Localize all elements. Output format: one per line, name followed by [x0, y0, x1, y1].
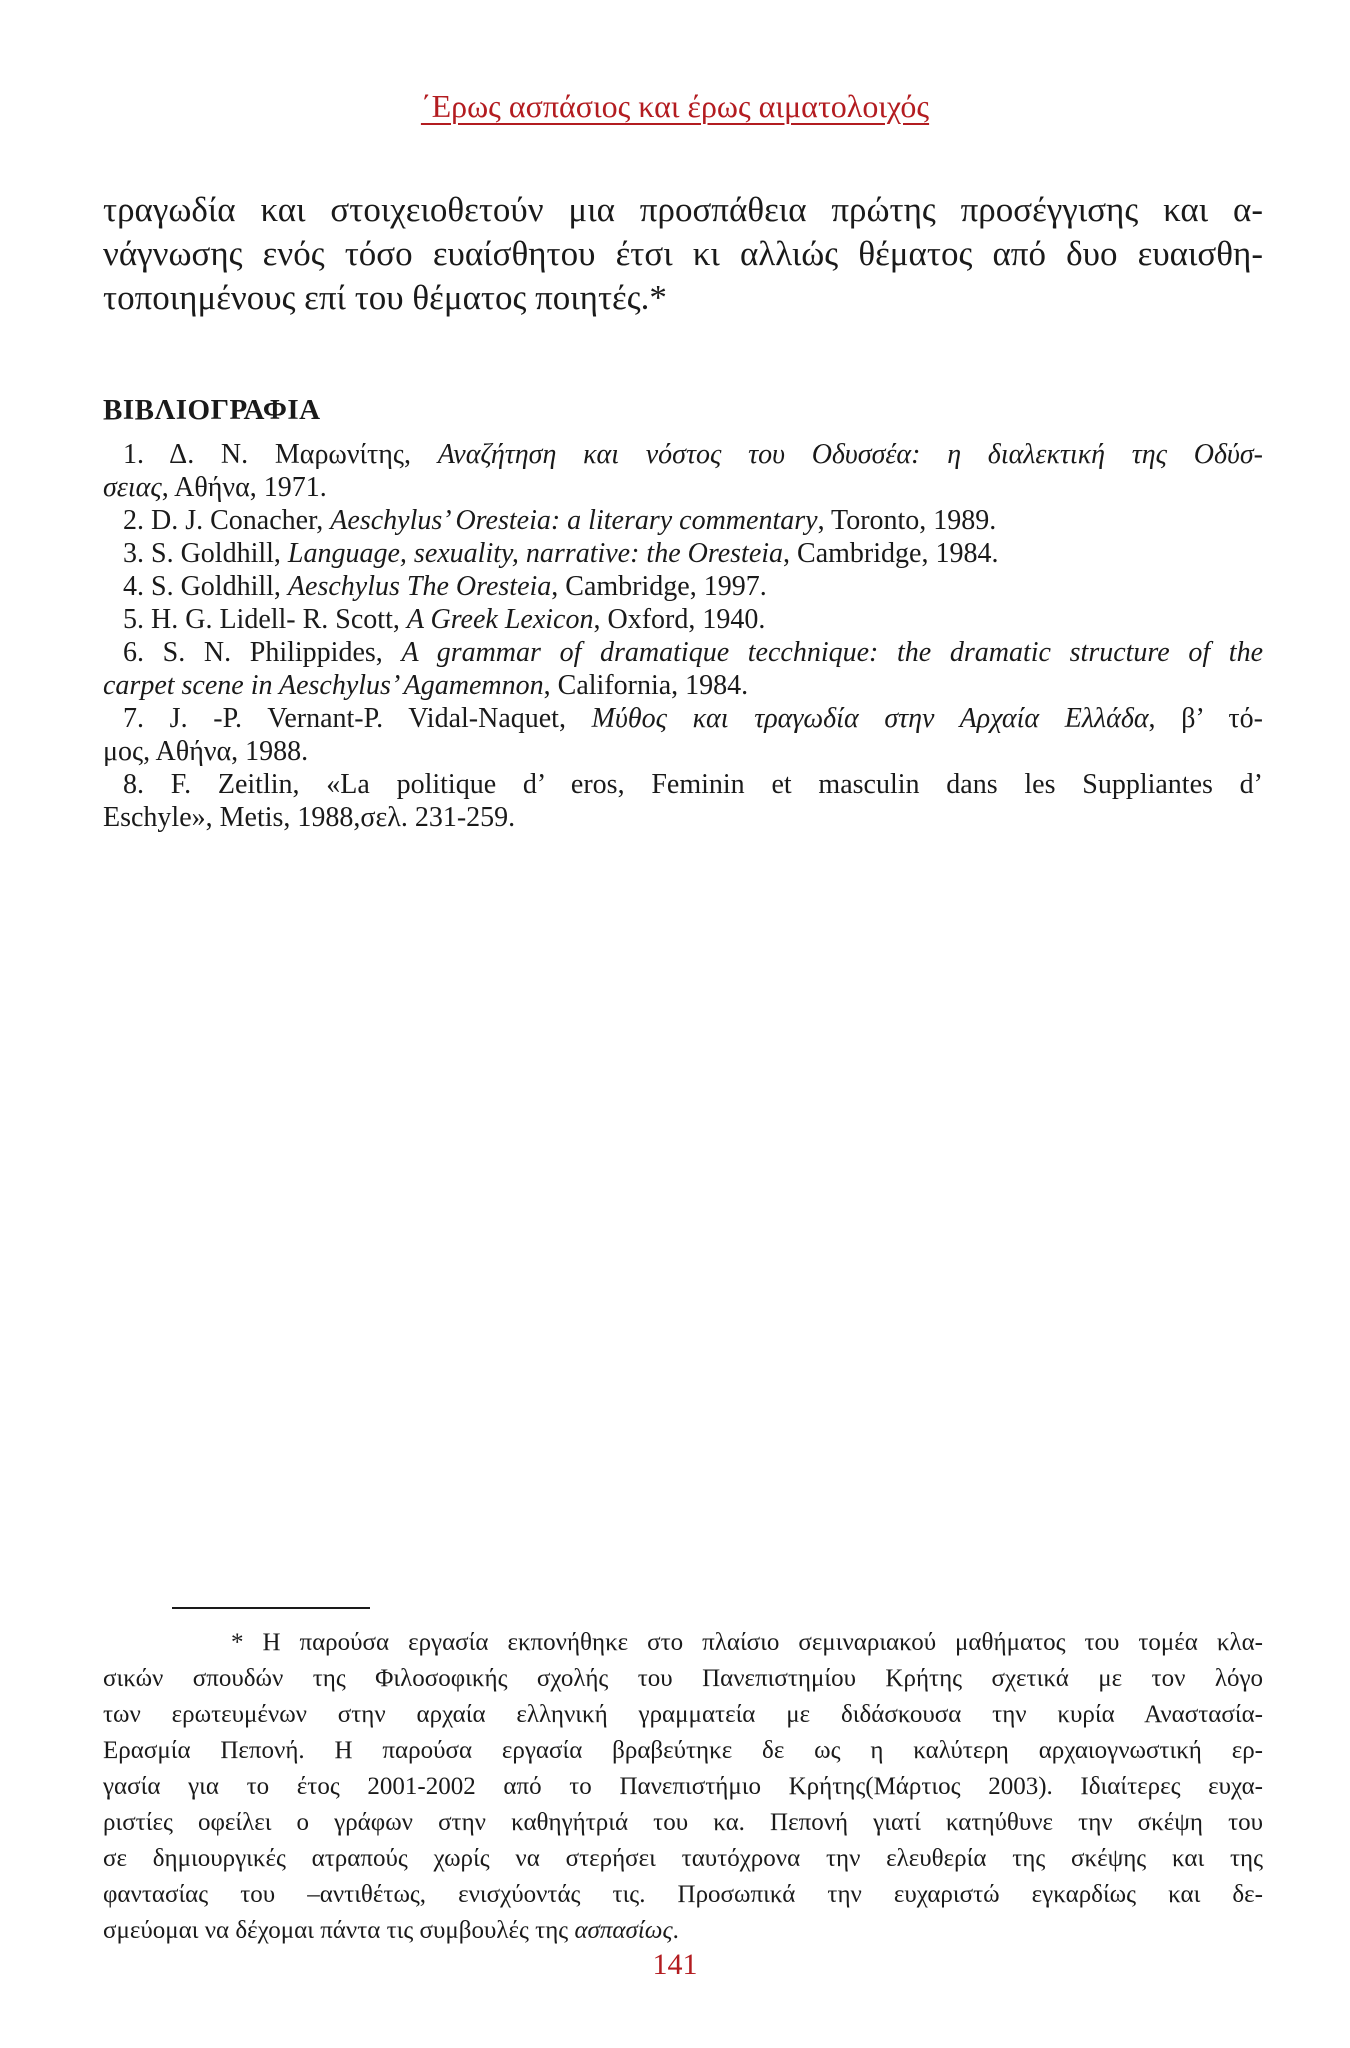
entry-imprint: , California, 1984. [543, 670, 749, 701]
footnote-line: ριστίες οφείλει ο γράφων στην καθηγήτριά του κα. Πεπονή γιατί κατηύθυνε την σκέψη του [103, 1809, 1263, 1836]
footnote-line: σικών σπουδών της Φιλοσοφικής σχολής του Πανεπιστημίου Κρήτης σχετικά με τον λόγο [103, 1665, 1263, 1692]
bibliography-entry [103, 702, 1263, 768]
entry-imprint: μος, Αθήνα, 1988. [103, 736, 309, 767]
bibliography-heading: ΒΙΒΛΙΟΓΡΑΦΙΑ [103, 394, 321, 426]
intro-line: νάγνωσης ενός τόσο ευαίσθητου έτσι κι αλλιώς θέματος από δυο ευαισθη- [103, 234, 1263, 273]
entry-imprint: , Αθήνα, 1971. [161, 472, 327, 503]
bibliography-entry [103, 603, 1263, 636]
bibliography-entry [103, 438, 1263, 504]
bibliography-entry [103, 636, 1263, 702]
entry-title: Language, sexuality, narrative: the Oresteia [287, 538, 784, 569]
entry-title: carpet scene in Aeschylus’ Agamemnon [103, 670, 544, 701]
running-head: ΄Ερως ασπάσιος και έρως αιματολοιχός [420, 88, 930, 124]
bibliography-entry [103, 768, 1263, 834]
entry-author: 2. D. J. Conacher, [123, 505, 331, 536]
footnote-line: * Η παρούσα εργασία εκπονήθηκε στο πλαίσιο σεμιναριακού μαθήματος του τομέα κλα- [231, 1629, 1263, 1656]
footnote-line: των ερωτευμένων στην αρχαία ελληνική γραμματεία με διδάσκουσα την κυρία Αναστασία- [103, 1701, 1263, 1728]
entry-title: Aeschylus The Oresteia [287, 571, 552, 602]
entry-imprint: , Cambridge, 1984. [783, 538, 999, 569]
entry-text: 8. F. Zeitlin, «La politique d’ eros, Feminin et masculin dans les Suppliantes d’ [123, 769, 1263, 800]
entry-author: 5. H. G. Lidell- R. Scott, [123, 604, 407, 635]
entry-title: A Greek Lexicon [406, 604, 594, 635]
entry-author: 1. Δ. Ν. Μαρωνίτης, [123, 439, 438, 470]
intro-paragraph [103, 188, 1263, 320]
footnote-line: σμεύομαι να δέχομαι πάντα τις συμβουλές της ασπασίως. [103, 1917, 679, 1944]
entry-author: 4. S. Goldhill, [123, 571, 288, 602]
bibliography-entry [103, 537, 1263, 570]
entry-title: Aeschylus’ Oresteia: a literary commentary [330, 505, 818, 536]
entry-author: 3. S. Goldhill, [123, 538, 288, 569]
bibliography-entry [103, 570, 1263, 603]
footnote-line: φαντασίας του –αντιθέτως, ενισχύοντάς τις. Προσωπικά την ευχαριστώ εγκαρδίως και δε- [103, 1881, 1263, 1908]
footnote-rule [172, 1607, 370, 1609]
bibliography-entry [103, 504, 1263, 537]
footnote-line: Ερασμία Πεπονή. Η παρούσα εργασία βραβεύτηκε δε ως η καλύτερη αρχαιογνωστική ερ- [103, 1737, 1263, 1764]
intro-line: τοποιημένους επί του θέματος ποιητές.* [103, 278, 667, 317]
entry-imprint: , Oxford, 1940. [593, 604, 766, 635]
entry-imprint: , Cambridge, 1997. [551, 571, 767, 602]
page-number: 141 [652, 1948, 698, 1981]
footnote-emphasis: ασπασίως [574, 1917, 673, 1944]
entry-title: Μύθος και τραγωδία στην Αρχαία Ελλάδα [591, 703, 1149, 734]
entry-author: 7. J. -P. Vernant-P. Vidal-Naquet, [123, 703, 592, 734]
footnote-line: γασία για το έτος 2001-2002 από το Πανεπιστήμιο Κρήτης(Μάρτιος 2003). Ιδιαίτερες ευχα- [103, 1773, 1263, 1800]
intro-line: τραγωδία και στοιχειοθετούν μια προσπάθεια πρώτης προσέγγισης και α- [103, 190, 1263, 229]
entry-imprint: , β’ τό- [1148, 703, 1263, 734]
bibliography-list [103, 438, 1263, 834]
entry-imprint: , Toronto, 1989. [817, 505, 997, 536]
entry-text: Eschyle», Metis, 1988,σελ. 231-259. [103, 802, 516, 833]
entry-author: 6. S. N. Philippides, [123, 637, 402, 668]
footnote-line: σε δημιουργικές ατραπούς χωρίς να στερήσει ταυτόχρονα την ελευθερία της σκέψης και της [103, 1845, 1263, 1872]
footnote [103, 1625, 1263, 1949]
entry-title: Αναζήτηση και νόστος του Οδυσσέα: η διαλεκτική της Οδύσ- [437, 439, 1263, 470]
entry-title: σειας [103, 472, 162, 503]
entry-title: A grammar of dramatique tecchnique: the dramatic structure of the [401, 637, 1264, 668]
